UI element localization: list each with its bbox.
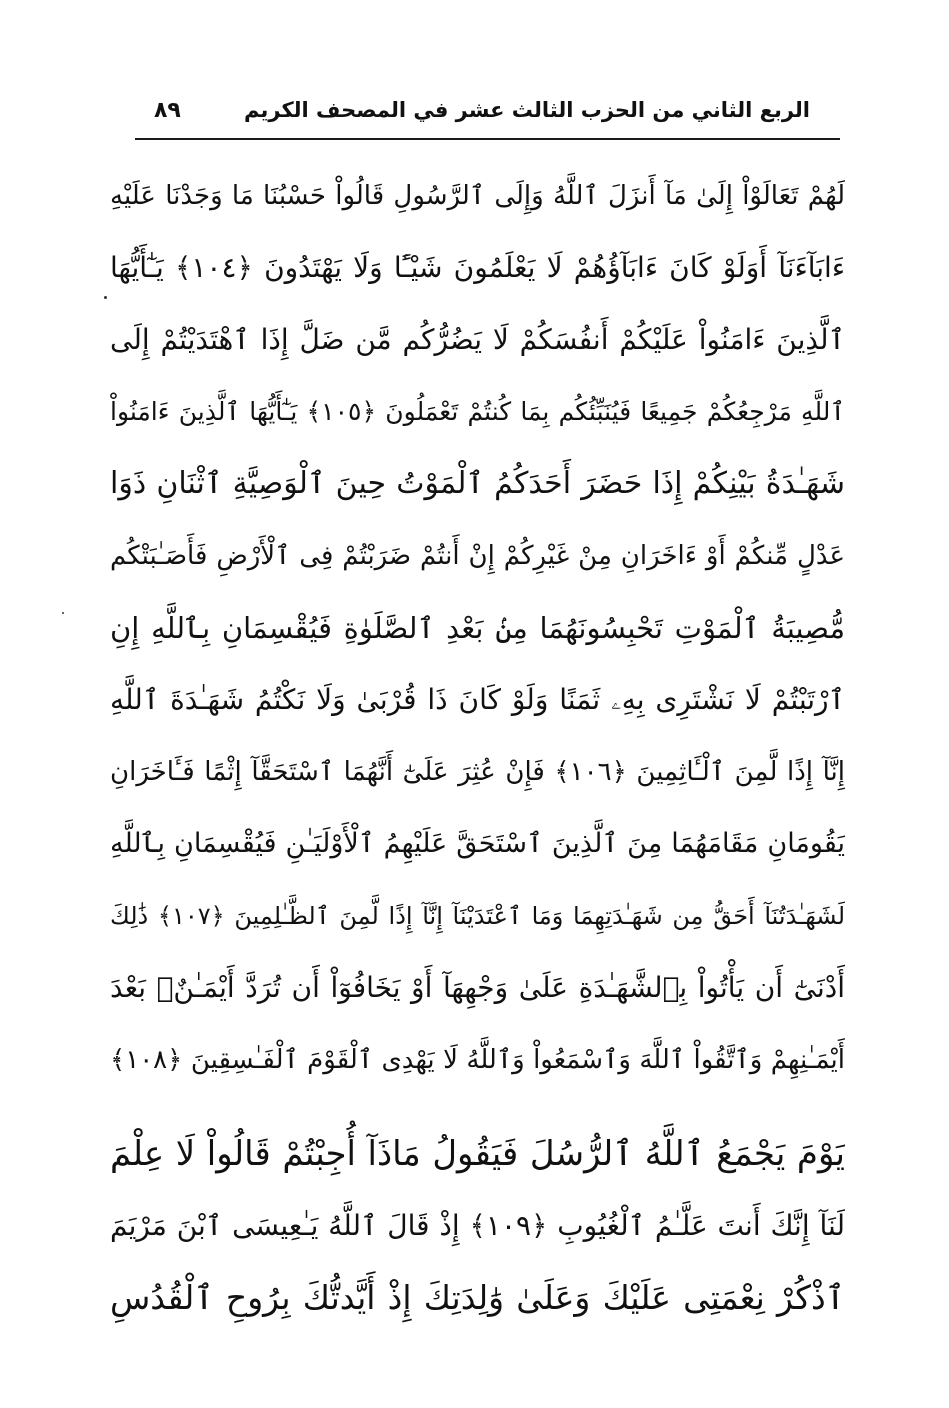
quran-text-block	[110, 160, 845, 1334]
text-line: شَهَـٰدَةُ بَيْنِكُمْ إِذَا حَضَرَ أَحَدَكُمُ ٱلْمَوْتُ حِينَ ٱلْوَصِيَّةِ ٱثْنَانِ ذَوَا	[110, 466, 845, 501]
paper-speck	[104, 296, 107, 299]
text-line: أَيْمَـٰنِهِمْ وَٱتَّقُواْ ٱللَّهَ وَٱسْمَعُواْ وَٱللَّهُ لَا يَهْدِى ٱلْقَوْمَ ٱلْفَـٰسِقِينَ ﴿١٠٨﴾	[110, 1045, 845, 1075]
text-line: عَدْلٍ مِّنكُمْ أَوْ ءَاخَرَانِ مِنْ غَيْرِكُمْ إِنْ أَنتُمْ ضَرَبْتُمْ فِى ٱلْأَرْضِ فَأَصَـٰبَتْكُم	[110, 541, 845, 571]
text-line: يَقُومَانِ مَقَامَهُمَا مِنَ ٱلَّذِينَ ٱسْتَحَقَّ عَلَيْهِمُ ٱلْأَوْلَيَـٰنِ فَيُقْسِمَانِ بِٱللَّهِ	[110, 828, 845, 859]
text-line: لَنَآ إِنَّكَ أَنتَ عَلَّـٰمُ ٱلْغُيُوبِ ﴿١٠٩﴾ إِذْ قَالَ ٱللَّهُ يَـٰعِيسَى ٱبْنَ مَرْيَمَ	[110, 1209, 845, 1242]
paper-speck	[62, 612, 64, 614]
page-header	[140, 96, 840, 138]
text-line: لَشَهَـٰدَتُنَآ أَحَقُّ مِن شَهَـٰدَتِهِمَا وَمَا ٱعْتَدَيْنَآ إِنَّآ إِذًا لَّمِنَ ٱلظَّـٰلِمِينَ ﴿١٠٧﴾ ذَٰلِكَ	[110, 902, 845, 930]
text-line: ٱللَّهِ مَرْجِعُكُمْ جَمِيعًا فَيُنَبِّئُكُم بِمَا كُنتُمْ تَعْمَلُونَ ﴿١٠٥﴾ يَـٰٓأَيُّهَا ٱلَّذِينَ ءَامَنُواْ	[110, 397, 845, 426]
text-line: ٱرْتَبْتُمْ لَا نَشْتَرِى بِهِۦ ثَمَنًا وَلَوْ كَانَ ذَا قُرْبَىٰ وَلَا نَكْتُمُ شَهَـٰدَةَ ٱللَّهِ	[110, 683, 845, 716]
text-line: لَهُمْ تَعَالَوْاْ إِلَىٰ مَآ أَنزَلَ ٱللَّهُ وَإِلَى ٱلرَّسُولِ قَالُواْ حَسْبُنَا مَا وَجَدْنَا عَلَيْهِ	[110, 181, 845, 211]
text-line: أَدْنَىٰٓ أَن يَأْتُواْ بِٱلشَّهَـٰدَةِ عَلَىٰ وَجْهِهَآ أَوْ يَخَافُوٓاْ أَن تُرَدَّ أَيْمَـٰنٌۢ بَعْدَ	[110, 971, 845, 1004]
text-line: ٱذْكُرْ نِعْمَتِى عَلَيْكَ وَعَلَىٰ وَٰلِدَتِكَ إِذْ أَيَّدتُّكَ بِرُوحِ ٱلْقُدُسِ	[110, 1278, 845, 1317]
text-line: ءَابَآءَنَآ أَوَلَوْ كَانَ ءَابَآؤُهُمْ لَا يَعْلَمُونَ شَيْـًٔا وَلَا يَهْتَدُونَ ﴿١٠٤﴾ يَـٰٓأَيُّهَا	[110, 251, 845, 284]
text-line: إِنَّآ إِذًا لَّمِنَ ٱلْـَٔاثِمِينَ ﴿١٠٦﴾ فَإِنْ عُثِرَ عَلَىٰٓ أَنَّهُمَا ٱسْتَحَقَّآ إِثْمًا فَـَٔاخَرَانِ	[110, 757, 845, 787]
header-divider	[135, 138, 840, 140]
text-line: مُّصِيبَةُ ٱلْمَوْتِ تَحْبِسُونَهُمَا مِنۢ بَعْدِ ٱلصَّلَوٰةِ فَيُقْسِمَانِ بِٱللَّهِ إِنِ	[110, 611, 845, 645]
text-line: يَوْمَ يَجْمَعُ ٱللَّهُ ٱلرُّسُلَ فَيَقُولُ مَاذَآ أُجِبْتُمْ قَالُواْ لَا عِلْمَ	[110, 1134, 845, 1174]
text-line: ٱلَّذِينَ ءَامَنُواْ عَلَيْكُمْ أَنفُسَكُمْ لَا يَضُرُّكُم مَّن ضَلَّ إِذَا ٱهْتَدَيْتُمْ إِلَى	[110, 323, 845, 356]
page-number: ٨٩	[154, 98, 181, 123]
header-title: الربع الثاني من الحزب الثالث عشر في المصحف الكريم	[244, 98, 810, 122]
